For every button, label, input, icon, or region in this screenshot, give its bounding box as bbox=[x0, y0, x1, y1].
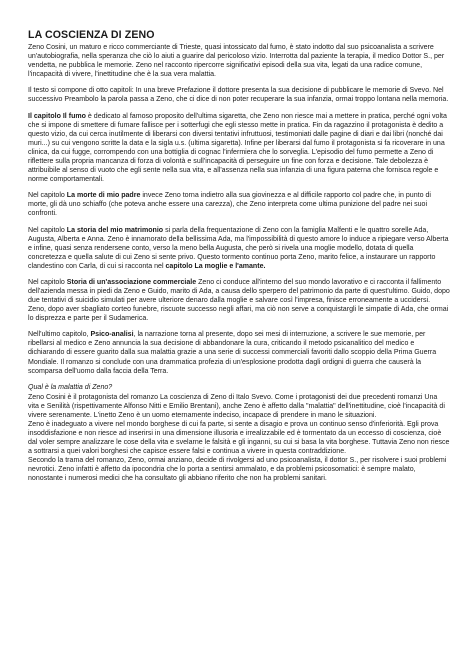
chapter-title-fumo: Il capitolo Il fumo bbox=[28, 112, 86, 120]
paragraph-intro bbox=[28, 43, 450, 79]
chapter-title-psicoanalisi: Psico-analisi bbox=[90, 331, 134, 339]
paragraph-padre-pre: Nel capitolo bbox=[28, 192, 67, 200]
answer-paragraph-2: Zeno è inadeguato a vivere nel mondo borghese di cui fa parte, si sente a disagio e prova un continuo senso d'inferiorità. Egli prova insoddisfazione e non riesce ad inserirsi in una dimensione illusoria e irrealizzabile ed è tormentato da un eccesso di coscienza, cioè dal voler sempre analizzare le cose della vita e svelarne le falsità e gli inganni, su cui si basa la vita borghese. Tuttavia Zeno non riesce a sottrarsi a quei valori borghesi che capisce essere falsi e continua a vivere in questa contraddizione. bbox=[28, 421, 450, 456]
paragraph-structure bbox=[28, 86, 450, 104]
chapter-title-matrimonio: La storia del mio matrimonio bbox=[66, 226, 164, 234]
answer-section bbox=[28, 393, 450, 483]
answer-paragraph-3: Secondo la trama del romanzo, Zeno, ormai anziano, decide di rivolgersi ad uno psicoanalista, il dottor S., per risolvere i suoi problemi nevrotici. Zeno infatti è affetto da ipocondria che lo porta a sentirsi ammalato, e da problemi psicosomatici: è sempre malato, nonostante i numerosi medici che ha consultato gli abbiano riferito che non ha problemi sanitari. bbox=[28, 457, 447, 483]
paragraph-fumo-text: è dedicato al famoso proposito dell'ultima sigaretta, che Zeno non riesce mai a mettere in pratica, perché ogni volta che si impone di smettere di fumare fallisce per i sotterfugi che egli stesso mette in pratica. Fin da ragazzino il protagonista è dedito a questo vizio, da cui cerca inutilmente di liberarsi con diversi tentativi infruttuosi, testimoniati dalle pagine di diari e dai libri (nonché dai muri...) su cui vengono scritte la data e la sigla u.s. (ultima sigaretta). Infine per liberarsi dal fumo il protagonista si fa ricoverare in una clinica, da cui fugge, corrompendo con una bottiglia di cognac l'infermiera che lo sorveglia. L'episodio del fumo permette a Zeno di riflettere sulla propria mancanza di forza di volontà e sull'incapacità di perseguire un fine con forza e decisione. Tale debolezza è attribuibile al senso di vuoto che egli sente nella sua vita, e all'assenza nella sua infanzia di una figura paterna che fornisca regole e norme comportamentali. bbox=[28, 112, 447, 183]
paragraph-psicoanalisi-text: , la narrazione torna al presente, dopo sei mesi di interruzione, a scrivere le sue memorie, per ribellarsi al medico e Zeno annuncia la sua decisione di abbandonare la cura, criticando il metodo psicanalitico del medico e dichiarando di essere guarito dalla sua malattia grazie a una serie di successi commerciali favoriti dallo scoppio della Prima Guerra Mondiale. Il romanzo si conclude con una drammatica profezia di un'esplosione prodotta dagli ordigni di guerra che causerà la scomparsa dell'uomo dalla faccia della Terra. bbox=[28, 331, 437, 375]
paragraph-associazione-text: Zeno ci conduce all'interno del suo mondo lavorativo e ci racconta il fallimento dell'azienda messa in piedi da Zeno e Guido, marito di Ada, a causa dello sperpero del patrimonio da parte di quest'ultimo. Guido, dopo due tentativi di suicidio simulati per avere ulteriore denaro dalla moglie e salvare così l'impresa, finisce erroneamente a uccidersi. Zeno, dopo aver sbagliato corteo funebre, riscuote successo negli affari, ma ciò non serve a conquistargli le simpatie di Ada, che ormai lo disprezza e parte per il Sudamerica. bbox=[28, 278, 450, 323]
paragraph-psicoanalisi-pre: Nell'ultimo capitolo, bbox=[28, 331, 91, 339]
answer-paragraph-1: Zeno Cosini è il protagonista del romanzo La coscienza di Zeno di Italo Svevo. Come i protagonisti dei due precedenti romanzi Una vita e Senilità (rispettivamente Alfonso Nitti e Emilio Brentani), anche Zeno è affetto dalla "malattia" dell'inettitudine, cioè l'incapacità di vivere serenamente. L'inetto Zeno è un uomo eternamente indeciso, incapace di prendere in mano le situazioni. bbox=[28, 393, 445, 419]
paragraph-associazione bbox=[28, 278, 450, 323]
chapter-title-moglie-amante: capitolo La moglie e l'amante. bbox=[165, 262, 266, 270]
paragraph-padre bbox=[28, 191, 450, 218]
paragraph-structure-text: Il testo si compone di otto capitoli: In una breve Prefazione il dottore presenta la sua decisione di pubblicare le memorie di Svevo. Nel successivo Preambolo la parola passa a Zeno, che ci dice di non poter recuperare la sua infanzia, ormai troppo lontana nella memoria. bbox=[28, 87, 449, 104]
paragraph-fumo bbox=[28, 112, 450, 184]
paragraph-matrimonio-pre: Nel capitolo bbox=[28, 226, 67, 234]
paragraph-matrimonio bbox=[28, 226, 450, 271]
paragraph-matrimonio-text: si parla della frequentazione di Zeno con la famiglia Malfenti e le quattro sorelle Ada, Augusta, Alberta e Anna. Zeno è innamorato della bellissima Ada, ma l'impossibilità di questo amore lo induce a ripiegare verso Alberta e infine, quasi senza rendersene conto, verso la meno bella Augusta, che però si rivela una moglie modello, dotata di quella concretezza e quella salute di cui Zeno si sente privo. Questo tormento continuo porta Zeno, marito felice, a instaurare un rapporto clandestino con Carla, di cui si racconta nel bbox=[28, 226, 449, 270]
paragraph-intro-text: Zeno Cosini, un maturo e ricco commerciante di Trieste, quasi intossicato dal fumo, è stato indotto dal suo psicoanalista a scrivere un'autobiografia, nella speranza che ciò lo aiuti a guarire dal pericoloso vizio. Interrotta dal paziente la terapia, il medico Dottor S., per vendetta, ne pubblica le memorie. Zeno nel racconto ripercorre significativi episodi della sua vita, legati da una radice comune, l'incapacità di vivere, l'inettitudine che è la sua vera malattia. bbox=[28, 44, 445, 79]
chapter-title-padre: La morte di mio padre bbox=[66, 192, 141, 200]
question-heading: Qual è la malattia di Zeno? bbox=[28, 383, 113, 391]
paragraph-psicoanalisi bbox=[28, 330, 450, 375]
chapter-title-associazione: Storia di un'associazione commerciale bbox=[66, 278, 197, 286]
paragraph-padre-text: invece Zeno torna indietro alla sua giovinezza e al difficile rapporto col padre che, in punto di morte, gli dà uno schiaffo (che poteva anche essere una carezza), che Zeno interpreta come ultima punizione del padre nei suoi confronti. bbox=[28, 192, 431, 218]
document-title: LA COSCIENZA DI ZENO bbox=[28, 29, 155, 41]
paragraph-associazione-pre: Nel capitolo bbox=[28, 278, 67, 286]
